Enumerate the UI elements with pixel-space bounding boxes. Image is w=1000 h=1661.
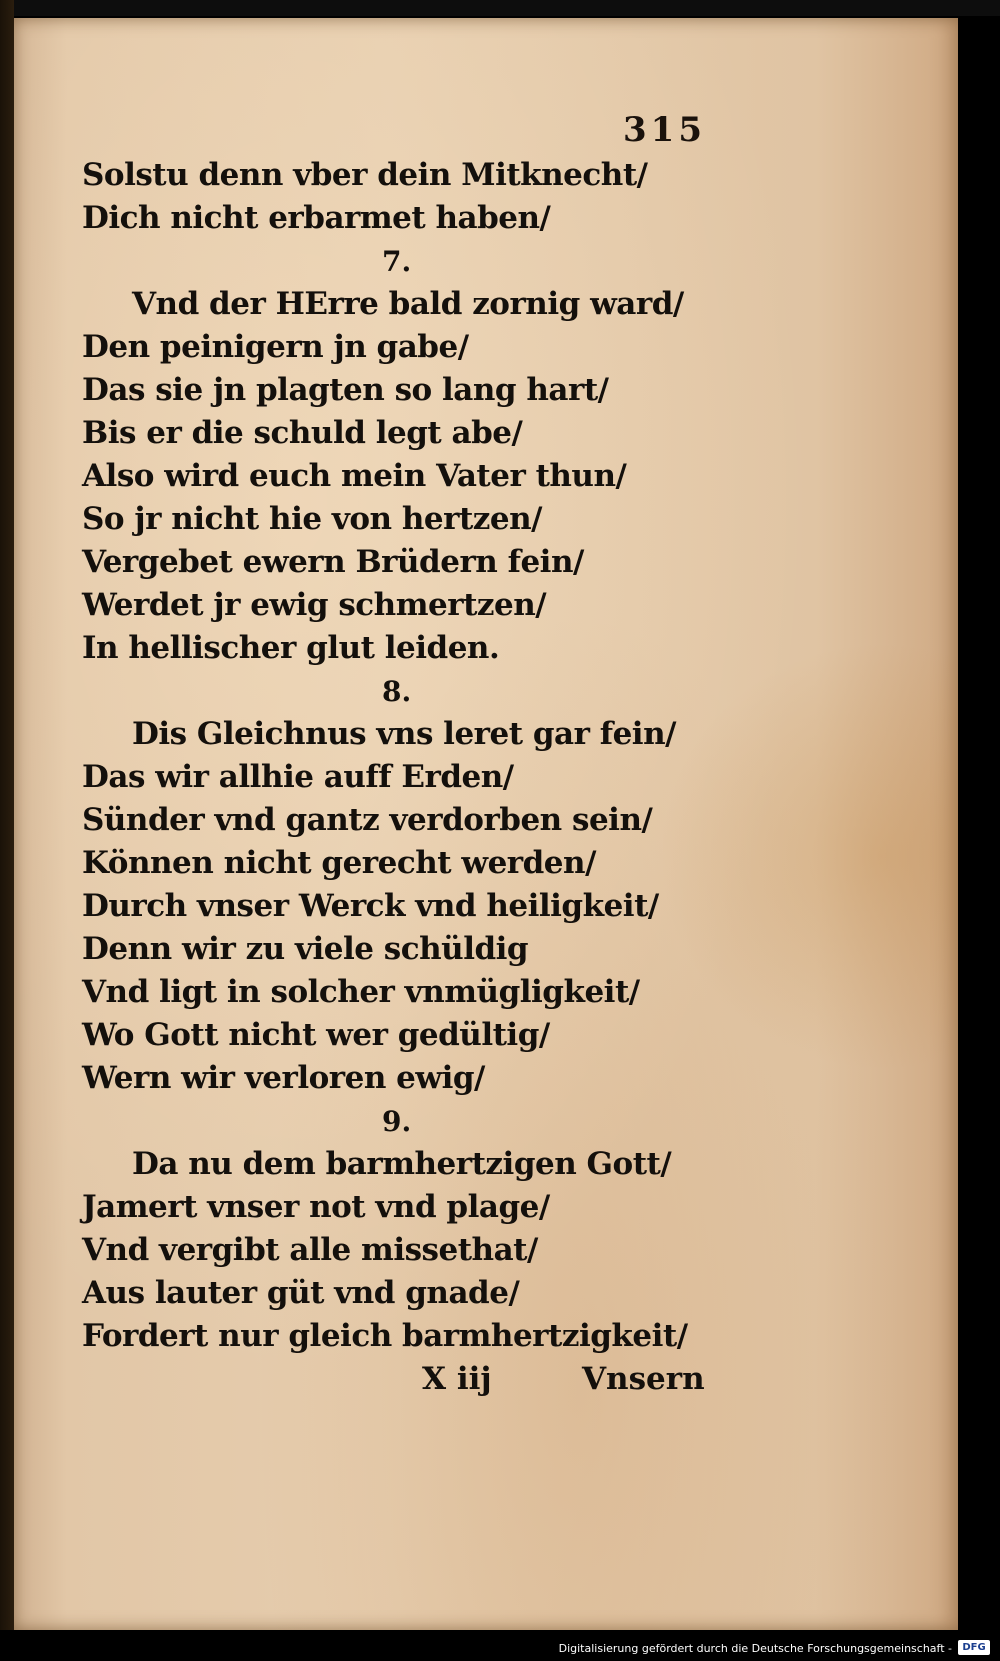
- credit-bar: [0, 1630, 1000, 1661]
- verse-line: Wo Gott nicht wer gedültig/: [82, 1017, 550, 1053]
- verse-line: Also wird euch mein Vater thun/: [82, 458, 627, 494]
- verse-line: Solstu denn vber dein Mitknecht/: [82, 157, 648, 193]
- verse-line: Denn wir zu viele schüldig: [82, 931, 529, 967]
- verse-line: Dis Gleichnus vns leret gar fein/: [132, 716, 676, 752]
- verse-line: Werdet jr ewig schmertzen/: [82, 587, 547, 623]
- verse-line: Vnd der HErre bald zornig ward/: [132, 286, 684, 322]
- stanza-number: 7.: [382, 245, 412, 278]
- credit-text: Digitalisierung gefördert durch die Deutsche Forschungsgemeinschaft -: [558, 1642, 952, 1655]
- stanza-number: 8.: [382, 675, 412, 708]
- dfg-logo: DFG: [958, 1640, 990, 1655]
- verse-line: Vnd vergibt alle missethat/: [82, 1232, 538, 1268]
- verse-line: Bis er die schuld legt abe/: [82, 415, 523, 451]
- verse-line: Fordert nur gleich barmhertzigkeit/: [82, 1318, 688, 1354]
- verse-line: Da nu dem barmhertzigen Gott/: [132, 1146, 672, 1182]
- verse-line: Dich nicht erbarmet haben/: [82, 200, 551, 236]
- verse-line: Wern wir verloren ewig/: [82, 1060, 485, 1096]
- verse-line: So jr nicht hie von hertzen/: [82, 501, 542, 537]
- hymn-text-block: [82, 154, 782, 1401]
- signature-mark: X iij: [422, 1361, 492, 1397]
- verse-line: Das wir allhie auff Erden/: [82, 759, 514, 795]
- verse-line: Durch vnser Werck vnd heiligkeit/: [82, 888, 659, 924]
- book-gutter-edge: [0, 0, 14, 1661]
- stanza-number: 9.: [382, 1105, 412, 1138]
- verse-line: Können nicht gerecht werden/: [82, 845, 596, 881]
- verse-line: In hellischer glut leiden.: [82, 630, 500, 666]
- book-page: [10, 18, 958, 1630]
- verse-line: Vnd ligt in solcher vnmügligkeit/: [82, 974, 640, 1010]
- verse-line: Jamert vnser not vnd plage/: [82, 1189, 550, 1225]
- verse-line: Aus lauter güt vnd gnade/: [82, 1275, 520, 1311]
- page-footer: [82, 1358, 782, 1401]
- verse-line: Den peinigern jn gabe/: [82, 329, 469, 365]
- verse-line: Sünder vnd gantz verdorben sein/: [82, 802, 653, 838]
- page-number: 315: [623, 110, 706, 150]
- scan-top-edge: [0, 0, 1000, 16]
- catchword: Vnsern: [582, 1361, 705, 1397]
- verse-line: Das sie jn plagten so lang hart/: [82, 372, 609, 408]
- verse-line: Vergebet ewern Brüdern fein/: [82, 544, 584, 580]
